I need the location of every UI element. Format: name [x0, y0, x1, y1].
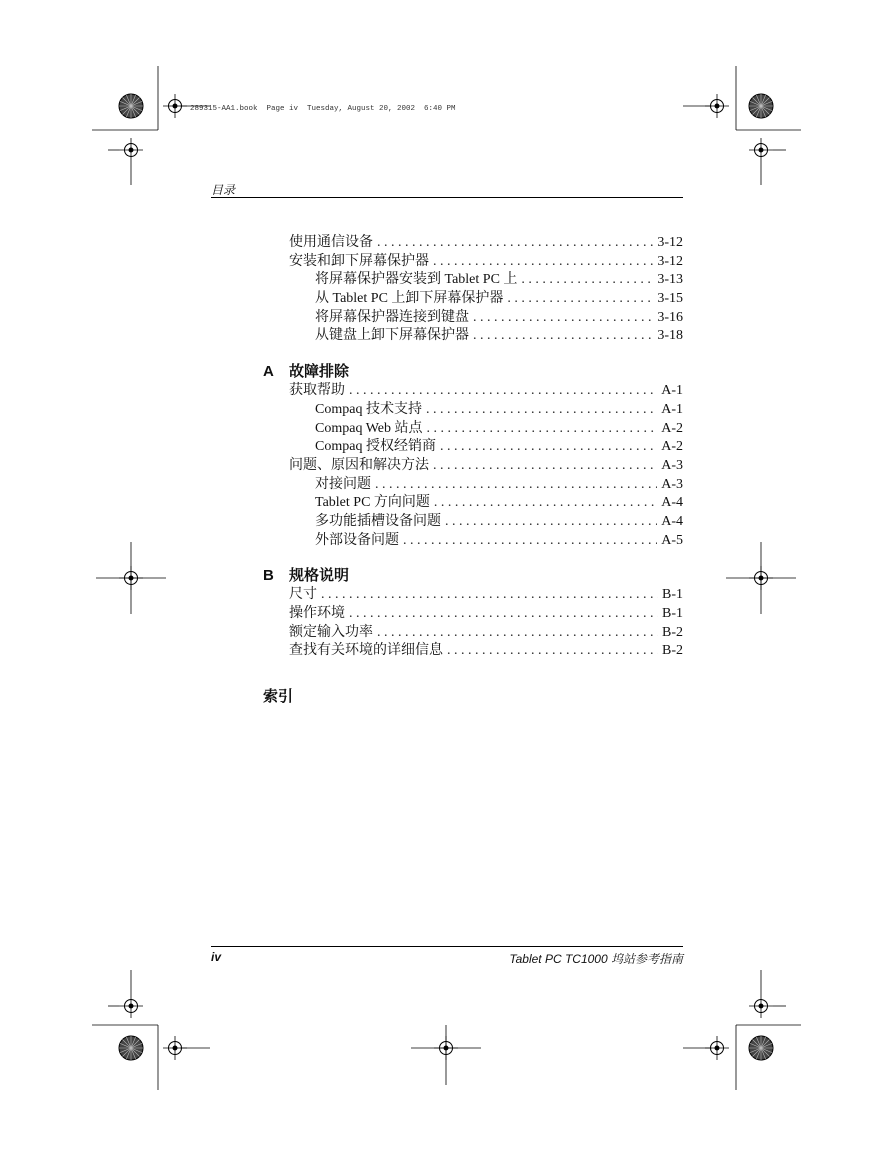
toc-entry-page: A-5 — [661, 532, 683, 548]
leader-dots — [445, 513, 657, 532]
leader-dots — [321, 586, 658, 605]
leader-dots — [427, 420, 658, 439]
footer-rule — [211, 946, 683, 947]
toc-entry[interactable] — [263, 438, 683, 457]
toc-entry[interactable] — [263, 253, 683, 272]
toc-entry[interactable] — [263, 309, 683, 328]
star-target-bottom-right — [749, 1036, 773, 1060]
toc-entry-page: 3-18 — [657, 328, 683, 344]
toc-entry[interactable] — [263, 327, 683, 346]
leader-dots — [426, 401, 657, 420]
toc-entry[interactable] — [263, 271, 683, 290]
index-heading[interactable] — [263, 685, 683, 707]
toc-entry-page: A-3 — [661, 457, 683, 473]
toc-entry-page: A-2 — [661, 420, 683, 436]
registration-mark-right-upper — [749, 138, 773, 162]
leader-dots — [433, 457, 657, 476]
chapter-heading-a[interactable] — [263, 360, 683, 382]
registration-mark-right-lower — [749, 994, 773, 1018]
leader-dots — [434, 494, 657, 513]
toc-entry-page: 3-12 — [657, 235, 683, 250]
toc-entry[interactable] — [263, 401, 683, 420]
toc-entry-page: B-1 — [662, 587, 683, 603]
leader-dots — [433, 253, 653, 272]
toc-entry-page: A-4 — [661, 513, 683, 529]
toc-entry-page: 3-15 — [657, 291, 683, 307]
chapter-letter: B — [263, 567, 274, 585]
leader-dots — [447, 642, 658, 661]
leader-dots — [403, 532, 657, 551]
chapter-title: 故障排除 — [289, 363, 350, 381]
toc-entry-title: 尺寸 — [289, 587, 317, 603]
toc-entry-title: 对接问题 — [315, 476, 371, 492]
leader-dots — [375, 476, 657, 495]
toc-entry-page: A-2 — [661, 439, 683, 455]
leader-dots — [521, 271, 653, 290]
print-job-header: 289315-AA1.book Page iv Tuesday, August 20, 2002 6:40 PM — [190, 105, 456, 113]
toc-entry-page: A-4 — [661, 495, 683, 511]
toc-entry-title: 额定输入功率 — [289, 624, 373, 640]
toc-entry[interactable] — [263, 532, 683, 551]
toc-entry-page: 3-12 — [657, 253, 683, 269]
toc-entry-title: Compaq 技术支持 — [315, 401, 422, 417]
star-target-top-right — [749, 94, 773, 118]
toc-top-entries — [263, 234, 683, 346]
toc-entry[interactable] — [263, 476, 683, 495]
toc-entry-page: B-2 — [662, 643, 683, 659]
toc-entry-page: 3-16 — [657, 309, 683, 325]
toc-entry-title: 查找有关环境的详细信息 — [289, 643, 443, 659]
toc-entry-title: Compaq 授权经销商 — [315, 439, 436, 455]
chapter-letter: A — [263, 363, 274, 381]
toc-entry-title: 操作环境 — [289, 606, 345, 621]
toc-entry[interactable] — [263, 605, 683, 624]
toc-entry[interactable] — [263, 290, 683, 309]
chapter-title: 规格说明 — [289, 567, 350, 585]
footer-page-number: iv — [211, 950, 222, 964]
leader-dots — [377, 624, 658, 643]
toc-entry-page: A-1 — [661, 383, 683, 399]
toc-entry[interactable] — [263, 457, 683, 476]
toc-entry-title: Tablet PC 方向问题 — [315, 495, 430, 511]
toc-entry-title: Compaq Web 站点 — [315, 420, 423, 436]
header-rule — [211, 197, 683, 198]
toc-entry-title: 安装和卸下屏幕保护器 — [289, 253, 429, 269]
toc-entry-page: A-1 — [661, 401, 683, 417]
toc-entry-title: 获取帮助 — [289, 383, 345, 399]
index-title: 索引 — [263, 688, 294, 706]
leader-dots — [507, 290, 653, 309]
toc-entry[interactable] — [263, 642, 683, 661]
leader-dots — [349, 605, 658, 624]
toc-entry[interactable] — [263, 420, 683, 439]
chapter-heading-b[interactable] — [263, 564, 683, 586]
toc-entry[interactable] — [263, 494, 683, 513]
leader-dots — [473, 327, 653, 346]
toc-entry-title: 将屏幕保护器连接到键盘 — [315, 309, 469, 325]
toc-entry-title: 外部设备问题 — [315, 532, 399, 548]
leader-dots — [473, 309, 653, 328]
toc-entry[interactable] — [263, 586, 683, 605]
footer-book-title: Tablet PC TC1000 坞站参考指南 — [509, 952, 683, 966]
toc-entry-title: 使用通信设备 — [289, 235, 373, 250]
toc-entry[interactable] — [263, 624, 683, 643]
star-target-top-left — [119, 94, 143, 118]
registration-mark-left-lower — [119, 994, 143, 1018]
running-header: 目录 — [211, 183, 236, 197]
toc-entry-title: 从 Tablet PC 上卸下屏幕保护器 — [315, 291, 504, 307]
toc-entry-title: 问题、原因和解决方法 — [289, 457, 429, 473]
toc-entry-page: B-2 — [662, 624, 683, 640]
leader-dots — [349, 382, 657, 401]
toc-entry-title: 多功能插槽设备问题 — [315, 513, 441, 529]
leader-dots — [377, 234, 653, 253]
leader-dots — [440, 438, 657, 457]
toc-entry-title: 从键盘上卸下屏幕保护器 — [315, 328, 469, 344]
toc-entry-title: 将屏幕保护器安装到 Tablet PC 上 — [315, 272, 518, 288]
toc-entry[interactable] — [263, 513, 683, 532]
toc-entry[interactable] — [263, 382, 683, 401]
star-target-bottom-left — [119, 1036, 143, 1060]
toc-entry[interactable] — [263, 234, 683, 253]
registration-mark-left-upper — [119, 138, 143, 162]
toc-entry-page: B-1 — [662, 606, 683, 621]
toc-entry-page: 3-13 — [657, 272, 683, 288]
toc-entry-page: A-3 — [661, 476, 683, 492]
table-of-contents — [263, 234, 683, 707]
